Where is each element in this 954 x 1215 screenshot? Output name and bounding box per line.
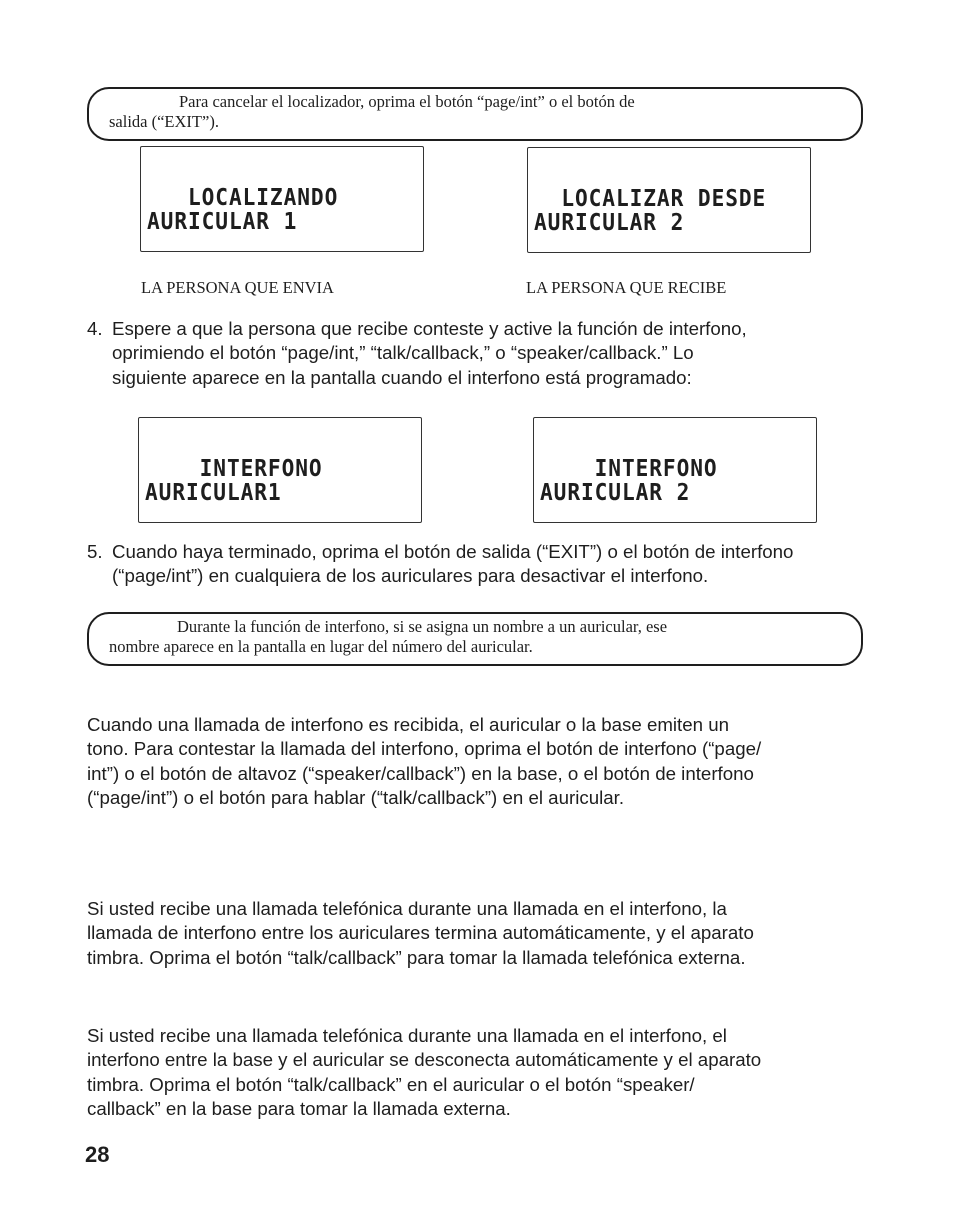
lcd-display-receiver bbox=[527, 147, 811, 253]
caption-sender: LA PERSONA QUE ENVIA bbox=[141, 278, 334, 297]
lcd-line-1: INTERFONO bbox=[540, 456, 718, 482]
paragraph-line: tono. Para contestar la llamada del interfono, oprima el botón de interfono (“page/ bbox=[87, 738, 762, 760]
lcd-display-intercom-2 bbox=[533, 417, 817, 523]
lcd-line-1: LOCALIZAR DESDE bbox=[534, 186, 767, 212]
step-line: (“page/int”) en cualquiera de los auriculares para desactivar el interfono. bbox=[112, 565, 709, 587]
note-text: nombre aparece en la pantalla en lugar del número del auricular. bbox=[109, 637, 533, 656]
lcd-line-2: AURICULAR1 bbox=[145, 480, 282, 506]
paragraph-line: llamada de interfono entre los auriculares termina automáticamente, y el aparato bbox=[87, 922, 754, 944]
paragraph-line: (“page/int”) o el botón para hablar (“talk/callback”) en el auricular. bbox=[87, 786, 625, 808]
lcd-line-1: LOCALIZANDO bbox=[147, 185, 339, 211]
lcd-line-2: AURICULAR 2 bbox=[540, 480, 691, 506]
lcd-line-2: AURICULAR 2 bbox=[534, 210, 685, 236]
note-cancel-paging bbox=[87, 87, 863, 141]
paragraph-line: Si usted recibe una llamada telefónica durante una llamada en el interfono, el bbox=[87, 1025, 727, 1046]
paragraph-line: timbra. Oprima el botón “talk/callback” en el auricular o el botón “speaker/ bbox=[87, 1073, 695, 1095]
paragraph-line: timbra. Oprima el botón “talk/callback” para tomar la llamada telefónica externa. bbox=[87, 946, 746, 968]
paragraph-answer-intercom bbox=[87, 713, 877, 810]
paragraph-line: Si usted recibe una llamada telefónica durante una llamada en el interfono, la bbox=[87, 898, 727, 919]
step-line: siguiente aparece en la pantalla cuando el interfono está programado: bbox=[112, 366, 692, 388]
lcd-line-1: INTERFONO bbox=[145, 456, 323, 482]
note-line bbox=[109, 92, 847, 112]
step-number: 4. bbox=[87, 318, 103, 339]
note-text: salida (“EXIT”). bbox=[109, 112, 219, 131]
note-line bbox=[109, 617, 847, 637]
lcd-display-sender bbox=[140, 146, 424, 252]
page-number: 28 bbox=[85, 1142, 110, 1167]
paragraph-call-between-handsets bbox=[87, 897, 877, 970]
step-line: oprimiendo el botón “page/int,” “talk/callback,” o “speaker/callback.” Lo bbox=[112, 342, 694, 364]
paragraph-line: int”) o el botón de altavoz (“speaker/callback”) en la base, o el botón de interfono bbox=[87, 762, 754, 784]
paragraph-line: callback” en la base para tomar la llamada externa. bbox=[87, 1097, 511, 1119]
paragraph-line: interfono entre la base y el auricular se desconecta automáticamente y el aparato bbox=[87, 1049, 762, 1071]
note-handset-name bbox=[87, 612, 863, 666]
step-5 bbox=[87, 540, 887, 589]
note-text: Durante la función de interfono, si se asigna un nombre a un auricular, ese bbox=[177, 617, 668, 636]
paragraph-line: Cuando una llamada de interfono es recibida, el auricular o la base emiten un bbox=[87, 714, 730, 735]
step-line: Espere a que la persona que recibe conteste y active la función de interfono, bbox=[112, 318, 747, 339]
step-line: Cuando haya terminado, oprima el botón de salida (“EXIT”) o el botón de interfono bbox=[112, 541, 794, 562]
step-number: 5. bbox=[87, 541, 103, 562]
note-text: Para cancelar el localizador, oprima el botón “page/int” o el botón de bbox=[179, 92, 635, 111]
lcd-display-intercom-1 bbox=[138, 417, 422, 523]
step-4 bbox=[87, 317, 887, 390]
lcd-line-2: AURICULAR 1 bbox=[147, 209, 298, 235]
paragraph-call-base-handset bbox=[87, 1024, 877, 1121]
caption-receiver: LA PERSONA QUE RECIBE bbox=[526, 278, 727, 297]
